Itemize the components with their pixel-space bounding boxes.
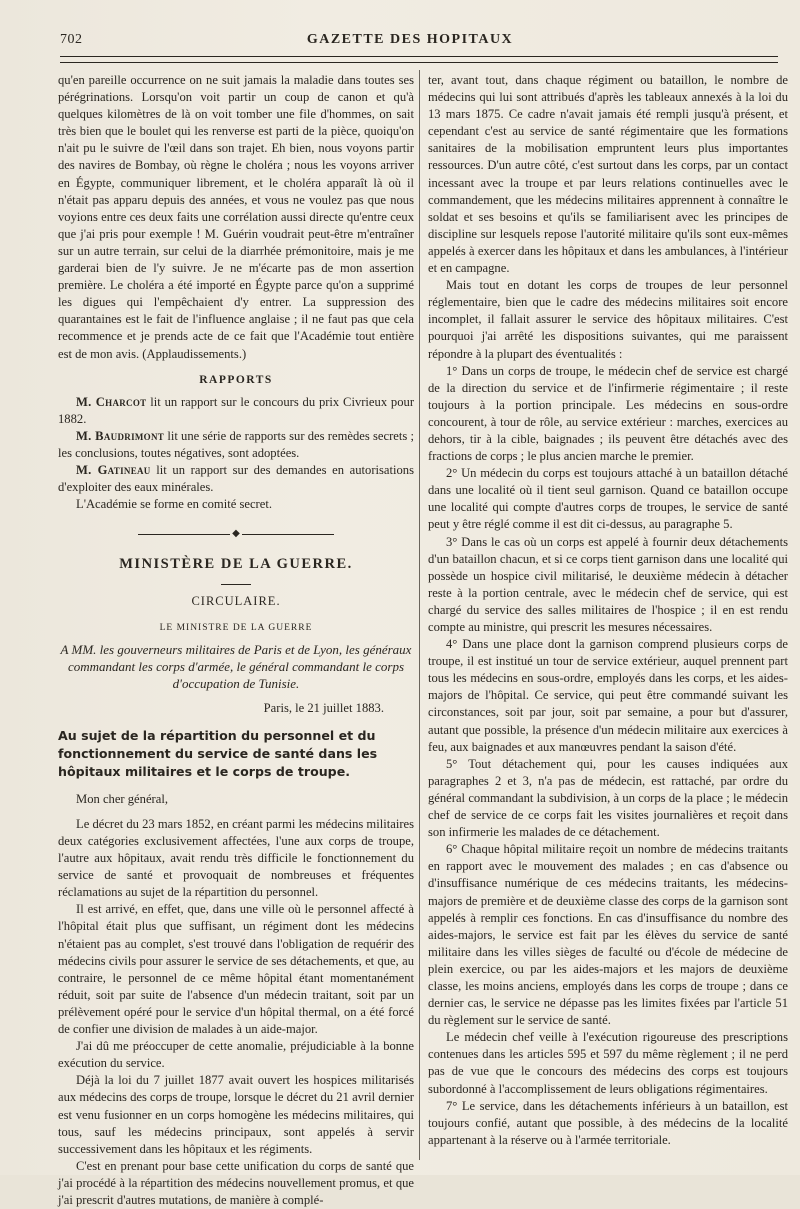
left-column xyxy=(58,72,414,1209)
salutation: Mon cher général, xyxy=(76,791,168,806)
date-line: Paris, le 21 juillet 1883. xyxy=(263,700,384,715)
body-paragraph: Il est arrivé, en effet, que, dans une ville où le personnel affecté à l'hôpital était plus que suffisant, un régiment dont les médecins n'étaient pas au complet, s'est trouvé dans l'obligation de requérir des médecins civils pour assurer le service de ses détachements, et que, au contraire, le personnel de ce même hôpital étant momentanément réduit, soit par suite de l'absence d'un médecin traitant, soit par un prélèvement opéré pour le service d'un hôpital thermal, on a été forcé de confier une division de malades à un aide-major. xyxy=(58,902,414,1037)
body-paragraph: Mais tout en dotant les corps de troupes de leur personnel réglementaire, bien que le cadre des médecins militaires soit encore incomplet, il fallait assurer le service des hôpitaux militaires. C'est pourquoi j'ai arrêté les dispositions suivantes, qui me paraissent répondre à la plupart des éventualités : xyxy=(428,278,788,361)
page-header xyxy=(60,28,760,50)
body-paragraph: Déjà la loi du 7 juillet 1877 avait ouvert les hospices militarisés aux médecins des corps de troupe, lorsque le décret du 21 avril dernier est venu fusionner en un corps homogène les médecins militaires, qui tous, sauf les médecins principaux, sont appelés à servir successivement dans les hôpitaux et les régiments. xyxy=(58,1073,414,1156)
numbered-provision: 6° Chaque hôpital militaire reçoit un nombre de médecins traitants en rapport avec le mouvement des malades ; en cas d'absence ou d'insuffisance numérique de ces médecins traitants, les médecins-majors de première et de deuxième classe des corps de la garnison sont appelés à remplir ces fonctions. En cas d'insuffisance du nombre des aides-majors, le service est fait par les élèves du service de santé militaire dans les villes sièges de faculté ou d'école de médecine de plein exercice, ou par les aides-majors et les majors de deuxième classe, les moins anciens, employés dans les corps de troupe ; dans ce dernier cas, le service ne dépasse pas les limites fixées par l'article 51 du règlement sur le service de santé. xyxy=(428,842,788,1028)
column-divider xyxy=(419,70,420,1160)
body-paragraph: ter, avant tout, dans chaque régiment ou bataillon, le nombre de médecins qui lui sont attribués d'après les tableaux annexés à la loi du 13 mars 1875. Ce cadre n'avait jamais été rempli jusqu'à présent, et cependant c'est au service de santé régimentaire que les formations sanitaires de la mobilisation empruntent leurs plus importantes ressources. D'un autre côté, c'est surtout dans les corps, par un contact incessant avec la troupe et par leurs relations continuelles avec le commandement, que les médecins militaires apprennent à connaître le soldat et ses besoins et qu'ils se familiarisent avec les principes de discipline sur lesquels repose l'autorité militaire qu'ils sont eux-mêmes appelés à exercer dans les hôpitaux et dans les ambulances, à l'intérieur et en campagne. xyxy=(428,73,788,276)
report-text: lit une série de rapports sur des remèdes secrets ; les conclusions, toutes négatives, sont adoptées. xyxy=(58,428,414,460)
report-text: lit un rapport sur le concours du prix Civrieux pour 1882. xyxy=(58,394,415,426)
addressees: A MM. les gouverneurs militaires de Paris et de Lyon, les généraux commandant les corps d'armée, le général commandant le corps d'occupation de Tunisie. xyxy=(60,641,412,691)
speaker-name: M. Gatineau xyxy=(76,463,151,478)
header-rule xyxy=(60,56,778,63)
numbered-provision: 1° Dans un corps de troupe, le médecin chef de service est chargé de la direction du service et de l'infirmerie régimentaire ; il reste toujours à la portion principale. Les médecins en sous-ordre concourent, à tour de rôle, au service extérieur : marches, exercices au dehors, tir à la cible, baignades ; ils peuvent être détachés avec des fractions de corps ; le plus ancien marche le premier. xyxy=(428,363,788,464)
rapports-heading: RAPPORTS xyxy=(199,373,273,386)
academy-discussion-paragraph: qu'en pareille occurrence on ne suit jamais la maladie dans toutes ses pérégrinations. Lorsqu'on voit partir un coup de canon et qu'à quelques kilomètres de là on voit tomber une file d'hommes, on sait très bien que le boulet qui les renverse est parti de la pièce, quoiqu'on n'ait pu le suivre de l'œil dans son trajet. Eh bien, nous voyons partir des navires de Bombay, où règne le choléra ; nous les voyons arriver en Égypte, communiquer librement, et le choléra apparaît là où il n'était pas apparu depuis des années, et vous ne voulez pas que nous voyions entre ces deux faits une corrélation aussi directe qu'entre ceux que j'ai pris pour exemple ! M. Guérin voudrait peut-être m'entraîner sur un autre terrain, sur celui de la diarrhée prémonitoire, mais je me garderai bien de l'y suivre. Je ne m'écarte pas de mon assertion première. Le choléra a été importé en Égypte parce qu'on a supprimé les digues qui l'empêchaient d'y entrer. La suppression des quarantaines est le fait de l'influence anglaise ; il ne faut pas que cela recommence et je prends acte de ce fait que l'Académie tout entière est de mon avis. (Applaudissements.) xyxy=(58,73,414,361)
numbered-provision: 5° Tout détachement qui, pour les causes indiquées aux paragraphes 2 et 3, n'a pas de médecin, est rattaché, par ordre du général commandant la subdivision, à un corps de la place ; le médecin chef de service de ce corps fait les visites journalières et reçoit dans son infirmerie les malades de ce détachement. xyxy=(428,756,788,840)
section-ornament: ◆ xyxy=(58,525,414,542)
ministry-title: MINISTÈRE DE LA GUERRE. xyxy=(119,556,353,573)
numbered-provision: 2° Un médecin du corps est toujours attaché à un bataillon détaché dans une localité où il tient seul garnison. Quand ce bataillon occupe une localité qui compte d'autres corps de troupes, le service de santé peut y être réglé comme il est dit ci-dessus, au paragraphe 5. xyxy=(428,466,788,532)
speaker-name: M. Baudrimont xyxy=(76,428,165,443)
body-paragraph: Le médecin chef veille à l'exécution rigoureuse des prescriptions contenues dans les articles 595 et 597 du même règlement ; il ne perd pas de vue que le concours des médecins des corps est toujours subordonné à l'accomplissement de leurs obligations régimentaires. xyxy=(428,1030,788,1096)
circular-subject: Au sujet de la répartition du personnel et du fonctionnement du service de santé dans les hôpitaux militaires et le corps de troupe. xyxy=(58,727,378,779)
right-column xyxy=(428,72,788,1149)
numbered-provision: 7° Le service, dans les détachements inférieurs à un bataillon, est toujours confié, autant que possible, à des médecins de la localité appartenant à la réserve ou à l'armée territoriale. xyxy=(428,1098,788,1147)
report-charcot xyxy=(58,394,414,428)
secret-committee-line: L'Académie se forme en comité secret. xyxy=(76,497,272,512)
report-gatineau xyxy=(58,462,414,496)
numbered-provision: 3° Dans le cas où un corps est appelé à fournir deux détachements d'un bataillon chacun, et si ce corps tient garnison dans une localité qui possède un hospice civil militarisé, le deuxième médecin à détacher reste à la portion centrale, avec le médecin chef de service, qui est chargé du service des salles militaires de l'hospice ; il en est rendu compte au ministre, qui prescrit les mesures nécessaires. xyxy=(428,534,788,634)
report-text: lit un rapport sur des demandes en autorisations d'exploiter des eaux minérales. xyxy=(58,463,414,495)
body-paragraph: J'ai dû me préoccuper de cette anomalie, préjudiciable à la bonne exécution du service. xyxy=(58,1039,414,1071)
body-paragraph: Le décret du 23 mars 1852, en créant parmi les médecins militaires deux catégories exclusivement affectées, l'une aux corps de troupe, l'autre aux hôpitaux, avait rendu très difficile le fonctionnement du service de santé et provoquait de nombreuses et fréquentes réclamations au sujet de la répartition du personnel. xyxy=(58,816,414,900)
running-title: GAZETTE DES HOPITAUX xyxy=(306,32,514,47)
circular-title: CIRCULAIRE. xyxy=(191,593,281,608)
numbered-provision: 4° Dans une place dont la garnison comprend plusieurs corps de troupe, il est institué un tour de service extérieur, auquel prennent part tous les médecins en sous-ordre, employés dans les corps, et les aides-majors de l'hôpital. Ce service, qui peut être commandé suivant les circonstances, soit par jour, soit par semaine, a pour but d'assurer, autant que possible, la présence d'un médecin militaire aux exercices à feu, aux baignades et aux manœuvres pendant la saison d'été. xyxy=(428,637,788,754)
minister-line: LE MINISTRE DE LA GUERRE xyxy=(159,622,313,633)
speaker-name: M. Charcot xyxy=(76,394,147,409)
report-baudrimont xyxy=(58,428,414,462)
body-paragraph: C'est en prenant pour base cette unification du corps de santé que j'ai procédé à la répartition des médecins nouvellement promus, et que j'ai prescrit d'autres mutations, de manière à complé- xyxy=(58,1158,414,1207)
short-rule xyxy=(221,584,251,585)
page-number: 702 xyxy=(60,32,83,47)
